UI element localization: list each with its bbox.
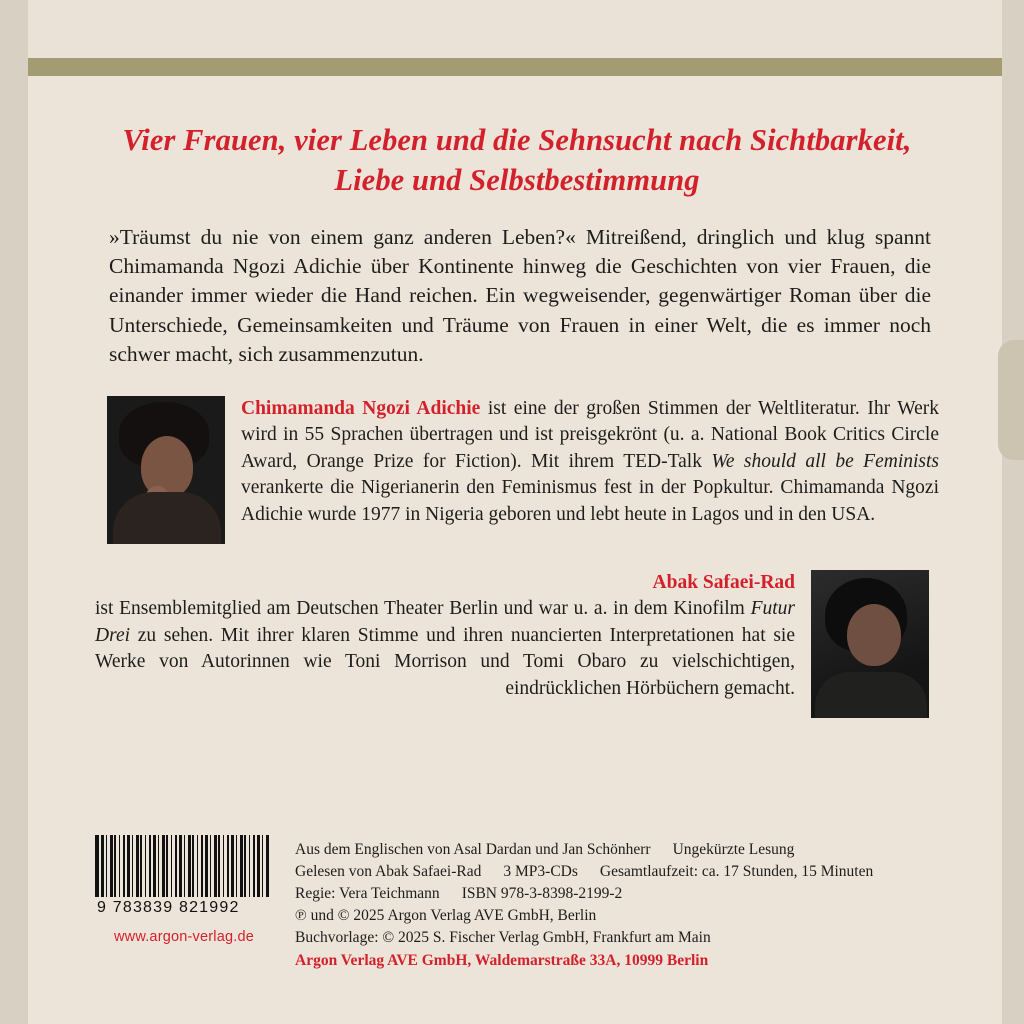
media-format: 3 MP3-CDs (503, 863, 578, 880)
author-bio-italic-title: We should all be Feminists (711, 450, 939, 472)
author-bio-block (95, 396, 939, 544)
imprint-block (295, 835, 954, 972)
director: Regie: Vera Teichmann (295, 885, 440, 902)
cover-content (95, 120, 939, 744)
translators: Aus dem Englischen von Asal Dardan und Jan Schönherr (295, 841, 651, 858)
reader-bio-part-1: ist Ensemblemitglied am Deutschen Theater Berlin und war u. a. in dem Kinofilm (95, 598, 751, 620)
author-name: Chimamanda Ngozi Adichie (241, 397, 481, 419)
cover-top-margin (28, 0, 1002, 58)
imprint-line-3 (295, 883, 954, 905)
barcode-number: 9 783839 821992 (97, 899, 240, 916)
spine-edge (998, 340, 1024, 460)
blurb-text: »Träumst du nie von einem ganz anderen Leben?« Mitreißend, dringlich und klug spannt Chimamanda Ngozi Adichie über Kontinente hinweg die Geschichten von vier Frauen, die einander immer wieder die Hand reichen. Ein wegweisender, gegenwärtiger Roman über die Unterschiede, Gemeinsamkeiten und Träume von Frauen in einer Welt, die es immer noch schwer macht, sich zusammenzutun. (109, 224, 931, 367)
imprint-line-2 (295, 861, 954, 883)
reader-bio-part-2: zu sehen. Mit ihrer klaren Stimme und ihren nuancierten Interpretationen hat sie Werke von Autorinnen wie Toni Morrison und Tomi Obaro zu vielschichtigen, eindrücklichen Hörbüchern gemacht. (95, 624, 795, 699)
reader-name: Abak Safaei-Rad (652, 571, 795, 593)
total-runtime: Gesamtlaufzeit: ca. 17 Stunden, 15 Minuten (599, 863, 874, 880)
reader-bio-italic-title: Futur Drei (95, 598, 795, 646)
imprint-line-1 (295, 839, 954, 861)
narrator: Gelesen von Abak Safaei-Rad (295, 863, 482, 880)
author-portrait-image (107, 396, 225, 544)
reader-bio-block (95, 570, 939, 718)
author-bio-part-2: verankerte die Nigerianerin den Feminismus fest in der Popkultur. Chimamanda Ngozi Adichie wurde 1977 in Nigeria geboren und lebt heute in Lagos und in den USA. (241, 477, 939, 525)
publisher-website[interactable]: www.argon-verlag.de (113, 929, 254, 945)
footer (95, 835, 954, 972)
publisher-address: Argon Verlag AVE GmbH, Waldemarstraße 33A, 10999 Berlin (295, 952, 709, 969)
reader-portrait-image (811, 570, 929, 718)
headline: Vier Frauen, vier Leben und die Sehnsucht nach Sichtbarkeit, Liebe und Selbstbestimmung (122, 123, 912, 198)
edition-type: Ungekürzte Lesung (672, 841, 795, 858)
barcode-block (95, 835, 273, 945)
imprint-line-5: Buchvorlage: © 2025 S. Fischer Verlag GmbH, Frankfurt am Main (295, 929, 711, 946)
reader-bio-text (95, 570, 795, 703)
barcode-icon (95, 835, 269, 897)
author-bio-text (241, 396, 939, 529)
author-bio-part-1: ist eine der großen Stimmen der Weltliteratur. Ihr Werk wird in 55 Sprachen übertragen und ist preisgekrönt (u. a. National Book Critics Circle Award, Orange Prize for Fiction). Mit ihrem TED-Talk (241, 397, 939, 472)
olive-band (28, 58, 1002, 76)
imprint-line-4: ℗ und © 2025 Argon Verlag AVE GmbH, Berlin (295, 907, 597, 924)
isbn: ISBN 978-3-8398-2199-2 (461, 885, 623, 902)
